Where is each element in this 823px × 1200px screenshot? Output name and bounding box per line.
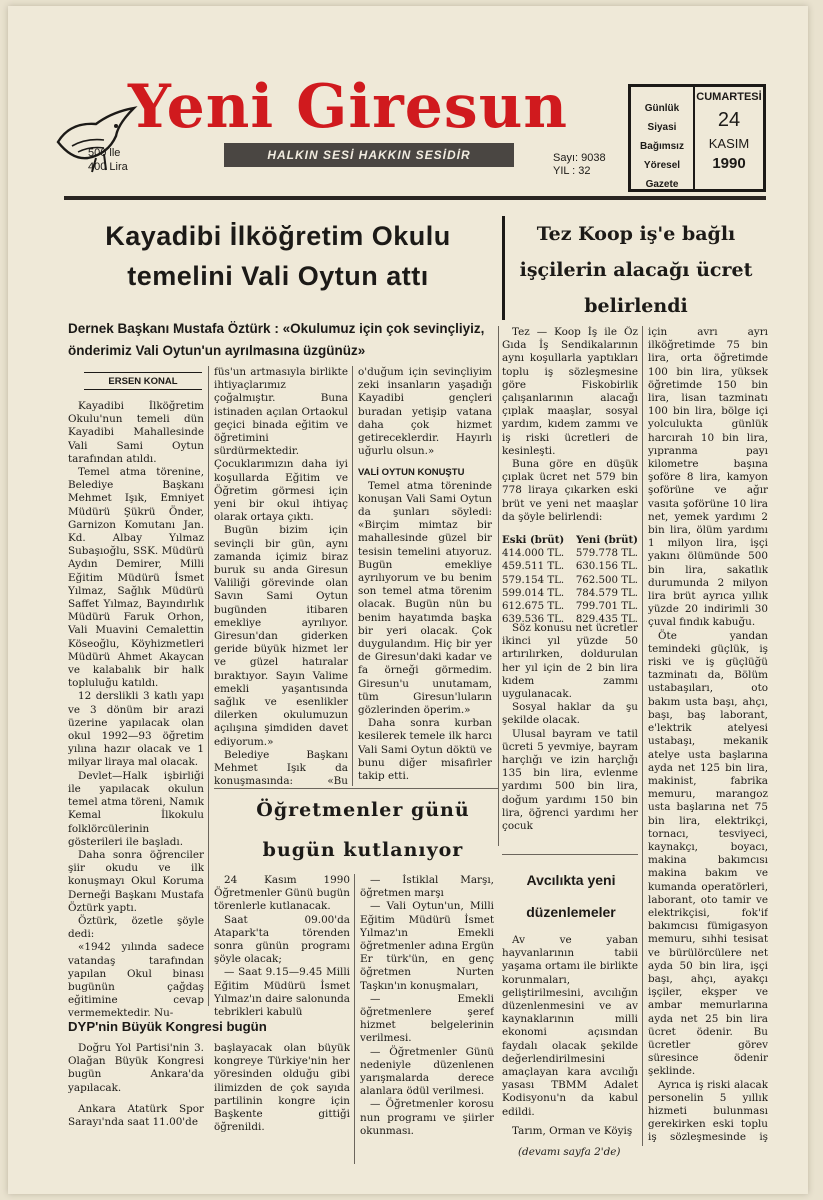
tag-bagimsiz: Bağımsız — [640, 141, 684, 152]
paragraph: — Öğretmenler korosu nun programı ve şiirler okunması. — [360, 1098, 494, 1137]
ogretmenler-column-2 — [360, 874, 494, 1164]
column-rule — [208, 366, 209, 1006]
newspaper-title: Yeni Giresun — [128, 72, 568, 142]
new-value: 579.778 TL. — [575, 548, 638, 560]
column-rule — [352, 366, 353, 786]
newspaper-page — [8, 6, 808, 1194]
issue-date — [695, 87, 763, 189]
headline-avcilik: Avcılıkta yeni düzenlemeler — [526, 872, 616, 920]
paragraph: Ayrıca iş riski alacak personelin 5 yıllık hizmeti bulunması gerekirken eski toplu iş sözleşmesinde iş — [648, 1078, 768, 1144]
tag-gunluk: Günlük — [644, 103, 680, 114]
dyp-column-1 — [68, 1042, 204, 1152]
avcilik-column — [502, 934, 638, 1144]
paragraph: Devlet—Halk işbirliği ile yapılacak okulun temel atma töreni, Namık Kemal İlkokulu folklörcülerinin gösterileri ile başladı. — [68, 769, 204, 848]
date-month: KASIM — [708, 136, 750, 151]
motto-banner: HALKIN SESİ HAKKIN SESİDİR — [224, 143, 514, 167]
byline: ERSEN KONAL — [84, 372, 202, 390]
paragraph: 24 Kasım 1990 Öğretmenler Günü bugün törenlerle kutlanacak. — [214, 874, 350, 913]
kayadibi-column-2 — [214, 366, 348, 786]
new-value: 630.156 TL. — [575, 561, 638, 573]
paper-descriptors — [631, 87, 695, 189]
paragraph: Daha sonra öğrenciler şiir okudu ve ilk konuşmayı Okul Koruma Derneği Başkanı Mustafa Öztürk yaptı. — [68, 848, 204, 914]
paragraph: Ankara Atatürk Spor Sarayı'nda saat 11.00'de — [68, 1102, 204, 1129]
paragraph: Temel atma törenine, Belediye Başkanı Mehmet Işık, Emniyet Müdürü Şükrü Önder, Garnizon Komutanı Jan. Kd. Albay Yılmaz Subaşıoğlu, SSK. Müdürü Aydın Demirer, Milli Eğitim Müdürü İsmet Yılmaz, Sağlık Müdürü Saffet Yılmaz, Bayındırlık Müdürü Faruk Orhon, Vali Muavini Cemalettin Köseoğlu, Köyhizmetleri Müdürü Ahmet Akaycan ve kalabalık bir halk topluluğu katıldı. — [68, 466, 204, 690]
issue-year: YIL : 32 — [553, 165, 591, 177]
headline-tezkoop: Tez Koop iş'e bağlı işçilerin alacağı ücret belirlendi — [519, 223, 753, 317]
paragraph: «1942 yılında sadece vatandaş tarafından yapılan Okul binası bugünün çağdaş eğitimine cevap vermemektedir. Nu- — [68, 941, 204, 1020]
tezkoop-column-1 — [502, 326, 638, 534]
section-rule — [214, 788, 498, 789]
paragraph: Buna göre en düşük çıplak ücret net 579 bin 778 liraya çıkarken eski brüt ve yeni net maaşlar da şöyle belirlendi: — [502, 458, 638, 523]
header-new-gross: Yeni (brüt) — [576, 534, 638, 546]
old-value: 459.511 TL. — [502, 561, 565, 573]
new-value: 762.500 TL. — [575, 574, 638, 586]
paragraph: Tarım, Orman ve Köyiş — [512, 1124, 633, 1137]
headline-ogretmenler: Öğretmenler günü bugün kutlanıyor — [256, 799, 470, 861]
price-line-1: 500 lle — [88, 147, 121, 159]
old-value: 612.675 TL. — [502, 601, 565, 613]
masthead-tag-box — [628, 84, 766, 192]
kayadibi-column-1 — [68, 400, 204, 1030]
table-row — [502, 547, 638, 560]
column-rule — [642, 326, 643, 1146]
continued-note: (devamı sayfa 2'de) — [518, 1146, 621, 1158]
header-old-gross: Eski (brüt) — [502, 534, 565, 546]
date-day: 24 — [717, 109, 741, 131]
tag-siyasi: Siyasi — [647, 122, 677, 133]
date-year: 1990 — [712, 155, 746, 172]
issue-info — [553, 152, 606, 178]
paragraph: — İstiklal Marşı, öğretmen marşı — [360, 874, 494, 900]
paragraph: Ulusal bayram ve tatil ücreti 5 yevmiye, bayram harçlığı ve izin harçlığı 135 bin lira, evlenme yardımı 500 bin lira, doğum yardımı 150 bin lira, öğrenci yardımı her çocuk — [502, 727, 638, 833]
paragraph: için avrı ayrı ilköğretimde 75 bin lira, orta öğretimde 100 bin lira, yüksek öğretimde 150 bin lira, lisan tazminatı 100 bin lira, bölge içi yolculukta günlük harcırah 10 bin lira, yıpranma payı kilometre başına şoföre 8 lira, kamyon şoförüne ve ağır vasıta şoförüne 10 lira net, yemek yardımı 2 bin lira, ölüm yardımı 1 milyon lira, işçi yakını ölümünde 500 bin lira, sakatlık durumunda 2 milyon lira brüt ayrıca yıllık yüzde 20 indirimli 30 çuval fındık kabuğu. — [648, 326, 768, 629]
new-value: 784.579 TL. — [575, 587, 638, 599]
headline-kayadibi: Kayadibi İlköğretim Okulu temelini Vali Oytun attı — [105, 221, 451, 291]
paragraph: Bugün bizim için sevinçli bir gün, aynı zamanda içimiz biraz buruk su anda Giresun Valiliği görevinde olan Savın Sami Oytun bugünden itibaren emekliye ayrılıyor. Giresun'dan giderken geride büyük hizmet ler ve güzel hatıralar bıraktıyor. Sayın Valime emekli yaşantısında sağlık ve esenlikler dilerken okulumuzun açılışına şimdiden davet ediyorum.» — [214, 524, 348, 748]
paragraph: füs'un artmasıyla birlikte ihtiyaçlarımız çoğalmıştır. Buna istinaden açılan Ortaokul geçici binada eğitim ve öğretimini sürdürmektedir. Çocuklarımızın daha iyi koşullarda Eğitim ve Öğretim görmesi için yeni bir okul ihtiyaç olarak ortaya çıktı. — [214, 366, 348, 524]
wage-table — [502, 534, 638, 626]
table-row — [502, 574, 638, 587]
paragraph: Tez — Koop İş ile Öz Gıda İş Sendikalarının aynı koşullarla yaptıkları toplu iş sözleşmesine göre Fiskobirlik çalışanlarının alacağı çıplak maaşlar, sosyal yardım, kıdem zammı ve iş riski ücretleri de kesinleşti. — [502, 326, 638, 457]
old-value: 639.536 TL. — [502, 614, 565, 626]
paragraph: Daha sonra kurban kesilerek temele ilk harcı Vali Sami Oytun döktü ve bunu diğer misafirler takip etti. — [358, 717, 492, 783]
headline-dyp: DYP'nin Büyük Kongresi bugün — [68, 1019, 267, 1034]
wage-table-header — [502, 534, 638, 547]
old-value: 579.154 TL. — [502, 574, 565, 586]
paragraph: Öte yandan temindeki güçlük, iş riski ve iş güçlüğü tazminatı da, Bölüm ustabaşıları, oto bakım usta başı, ahçı, başı, baş laborant, e'lektrik atelyesi ustabaşı, mekanik atelye usta başlarına ayda net 125 bin lira, makinist, fabrika memuru, marangoz usta başlarına net 75 bin lira, elektrikçi, tornacı, tesviyeci, kaynakçı, boyacı, makina bakımcısı makina bakım ve kumanda operatörleri, laborant, oto tamir ve elektrikçisi, fok'if bakımcısı fümigasyon memuru, sıhhi tesisat ve bürülörcülere net ayda 50 bin lira, işçi başı, ahçı, ayakçı işçiler, ekşper ve ambar memurlarına ayda net 25 bin lira ücret ödenir. Bu ücretler görev süresince ödenir şeklinde. — [648, 629, 768, 1078]
masthead-rule — [64, 196, 766, 200]
subhead-kayadibi: Dernek Başkanı Mustafa Öztürk : «Okulumuz için çok sevinçliyiz, önderimiz Vali Oytun'un ayrılmasına üzgünüz» — [68, 321, 485, 358]
paragraph: Saat 09.00'da Atapark'ta törenden sonra günün programı şöyle olacak; — [214, 913, 350, 966]
paragraph: Doğru Yol Partisi'nin 3. Olağan Büyük Kongresi bugün Ankara'da yapılacak. — [68, 1042, 204, 1094]
ogretmenler-column-1 — [214, 874, 350, 1020]
price-line-2: 400 Lira — [88, 161, 128, 173]
column-rule — [498, 326, 499, 846]
section-rule — [502, 854, 638, 855]
table-row — [502, 587, 638, 600]
paragraph: Temel atma töreninde konuşan Vali Sami Oytun da şunları söyledi: «Birçim mimtaz bir mahallesinde güzel bir tesisin temelini atıyoruz. Bugün emekliye ayrılıyorum ve bu benim son temel atma törenim olacak. Bugün nün bu benim hayatımda başka bir yeri olacak. Çok duygulandım. Hiç bir yer de Giresun'daki kadar ve fa örneği görmedim. Giresun'u unutamam, tüm Giresun'luların gözlerinden öperim.» — [358, 479, 492, 717]
old-value: 599.014 TL. — [502, 587, 565, 599]
paragraph: Kayadibi İlköğretim Okulu'nun temeli dün Kayadibi Mahallesinde Vali Sami Oytun tarafından atıldı. — [68, 400, 204, 465]
paragraph: Sosyal haklar da şu şekilde olacak. — [502, 701, 638, 727]
paragraph: Belediye Başkanı Mehmet Işık da konuşmasında: «Bu — [214, 748, 348, 786]
dyp-column-2 — [214, 1042, 350, 1152]
tezkoop-column-1b — [502, 622, 638, 844]
tezkoop-column-2 — [648, 326, 768, 1146]
tag-gazete: Gazete — [645, 179, 679, 190]
old-value: 414.000 TL. — [502, 548, 565, 560]
column-rule — [354, 874, 355, 1164]
paragraph: o'duğum için sevinçliyim zeki insanların yaşadığı Kayadibi gençleri buradan yetişip vatana daha çok hizmet getireceklerdir. Hayırlı uğurlu olsun.» — [358, 366, 492, 458]
issue-number: Sayı: 9038 — [553, 152, 606, 164]
new-value: 829.435 TL. — [575, 614, 638, 626]
table-row — [502, 560, 638, 573]
paragraph: Av ve yaban hayvanlarının tabii yaşama ortamı ile birlikte korunmaları, geliştirilmesini, avcılığın düzenlenmesini ve av kaynaklarının milli ekonomi açısından faydalı olacak şekilde değerlendirilmesini amaçlayan kara avcılığı yasası TBMM Adalet Kodisyonu'n da kabul edildi. — [502, 934, 638, 1118]
paragraph: 12 derslikli 3 katlı yapı ve 3 dönüm bir arazi üzerine yapılacak olan okul 1992—93 öğretim yılına hazır olacak ve 1 milyar liraya mal olacak. — [68, 690, 204, 769]
paragraph: — Emekli öğretmenlere şeref hizmet belgelerinin verilmesi. — [360, 992, 494, 1045]
paragraph: — Öğretmenler Günü nedeniyle düzenlenen yarışmalarda derece alanlara ödül verilmesi. — [360, 1045, 494, 1098]
date-weekday: CUMARTESİ — [696, 91, 762, 103]
subhead-vali-konustu: VALİ OYTUN KONUŞTU — [358, 467, 465, 479]
price-label — [88, 146, 128, 174]
paragraph: Söz konusu net ücretler ikinci yıl yüzde 50 artırılırken, doldurulan her yıl için de 2 bin lira kıdem zammı uygulanacak. — [502, 622, 638, 701]
paragraph: başlayacak olan büyük kongreye Türkiye'nin her yöresinden olduğu gibi ilimizden de çok sayıda partilinin kongre için Başkente gittiği öğrenildi. — [214, 1042, 350, 1134]
kayadibi-column-3 — [358, 366, 492, 786]
table-row — [502, 600, 638, 613]
paragraph: Öztürk, özetle şöyle dedi: — [68, 914, 204, 941]
new-value: 799.701 TL. — [575, 601, 638, 613]
tag-yoresel: Yöresel — [643, 160, 681, 171]
paragraph: — Vali Oytun'un, Milli Eğitim Müdürü İsmet Yılmaz'ın Emekli öğretmenler adına Ergün Er türk'ün, en genç öğretmen Nurten Taşkın'ın konuşmaları, — [360, 900, 494, 992]
paragraph: — Saat 9.15—9.45 Milli Eğitim Müdürü İsmet Yılmaz'ın daire salonunda tebrikleri kabulü — [214, 966, 350, 1019]
